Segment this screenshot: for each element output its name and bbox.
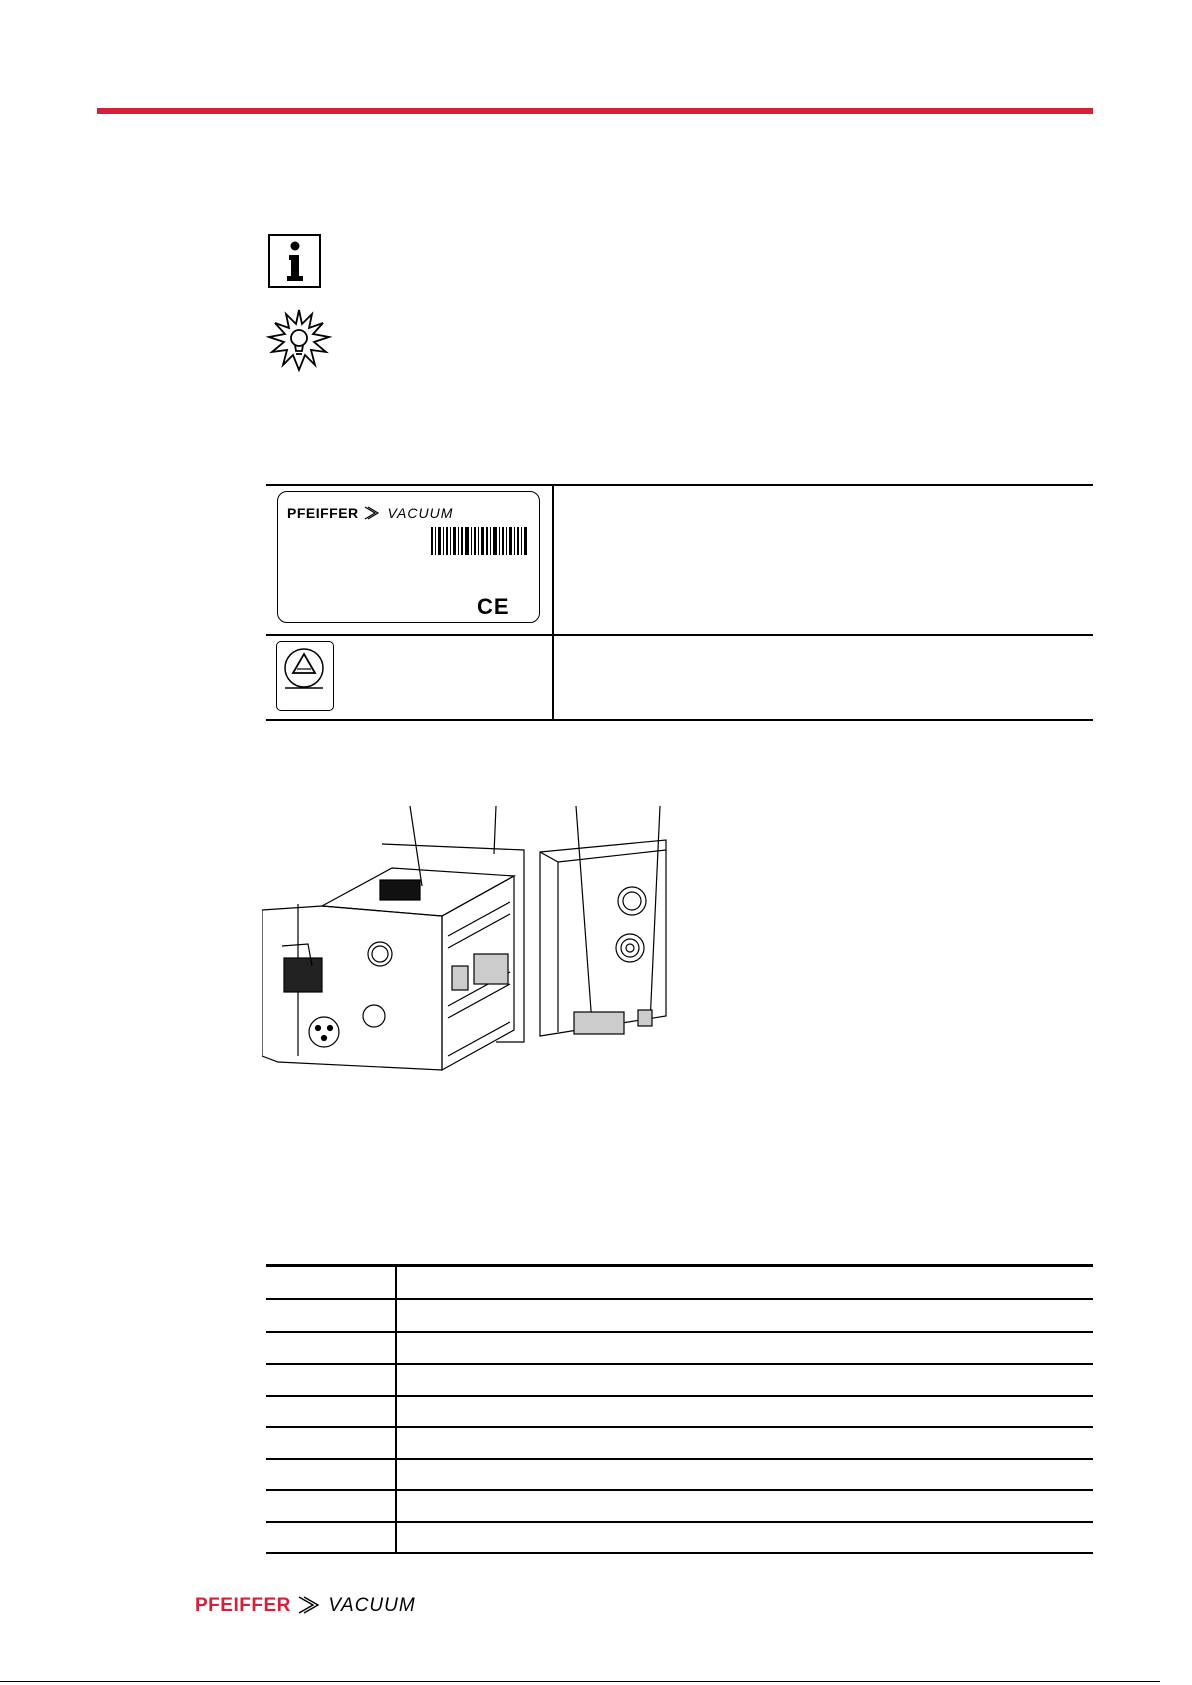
test-mark-label	[276, 641, 334, 711]
table-rule	[266, 1426, 1093, 1428]
table-rule	[266, 1331, 1093, 1333]
table-rule	[266, 1363, 1093, 1365]
table-rule	[266, 1395, 1093, 1397]
table-rule	[266, 1264, 1093, 1267]
table-rule	[266, 1552, 1093, 1554]
table-rule	[266, 484, 1093, 486]
info-icon	[268, 234, 321, 288]
table-rule	[266, 634, 1093, 636]
table-rule	[266, 1298, 1093, 1300]
ce-mark: CE	[477, 594, 510, 619]
footer-logo: PFEIFFER VACUUM	[195, 1595, 416, 1616]
table-divider	[552, 484, 554, 720]
table-divider	[395, 1264, 397, 1554]
footer-rule	[0, 1681, 1160, 1682]
barcode-icon	[431, 527, 528, 555]
table-rule	[266, 1521, 1093, 1523]
table-rule	[266, 1489, 1093, 1491]
table-rule	[266, 719, 1093, 721]
header-accent-rule	[97, 108, 1093, 114]
rating-plate-image	[277, 491, 540, 623]
rating-plate-logo: PFEIFFER VACUUM	[287, 505, 454, 521]
table-rule	[266, 1458, 1093, 1460]
device-illustration	[262, 806, 732, 1076]
light-bulb-icon	[266, 308, 332, 374]
